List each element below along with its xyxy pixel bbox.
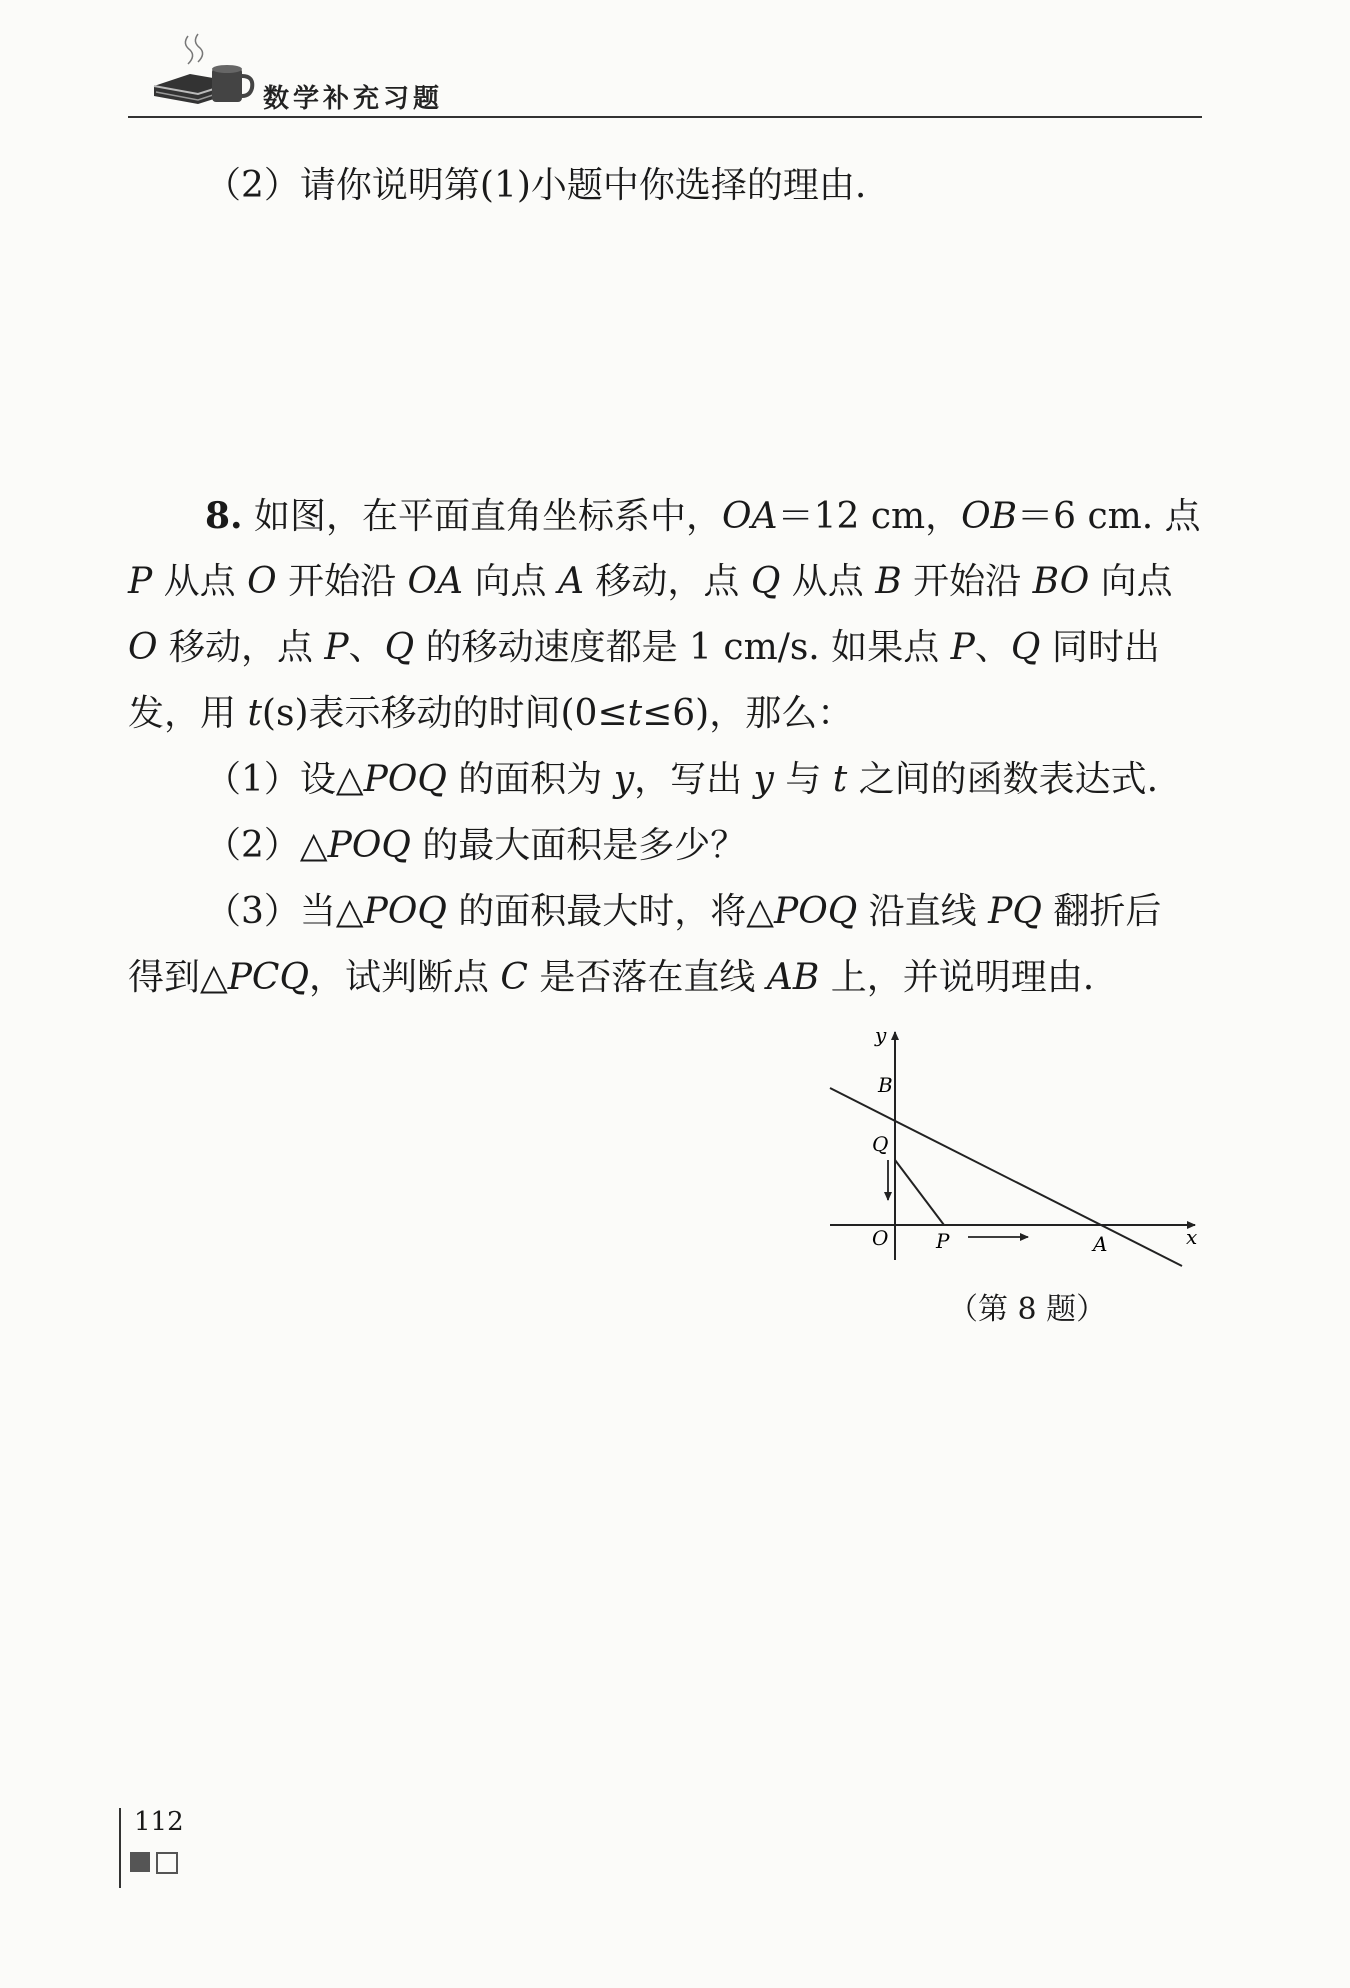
text: ，试判断点 [308,957,501,998]
math-var: OA [407,561,464,602]
math-var: PQ [988,891,1042,932]
text: 同时出 [1040,627,1160,668]
text: 沿直线 [857,891,989,932]
prev-problem-part2: （2）请你说明第(1)小题中你选择的理由. [205,165,867,206]
footer-empty-square-icon [156,1852,178,1874]
math-var: OB [961,496,1018,537]
problem-number: 8. [205,495,243,537]
problem8-line4 [128,690,853,738]
text: ≤6)，那么： [642,693,854,734]
text: 之间的函数表达式. [847,759,1159,800]
text: 向点 [1089,561,1173,602]
text: 是否落在直线 [527,957,767,998]
text: 的移动速度都是 1 cm/s. 如果点 [414,627,951,668]
math-var: POQ [363,759,447,800]
text: 开始沿 [276,561,408,602]
text: 得到△ [128,957,228,998]
math-var: P [128,561,153,602]
text: 向点 [463,561,558,602]
math-var: OA [722,496,778,537]
math-var: y [753,759,774,800]
math-var: AB [766,957,820,998]
math-var: PCQ [227,957,309,998]
label-p: P [936,1229,950,1253]
text: 的面积为 [446,759,614,800]
math-var: Q [750,561,781,602]
footer-rule [119,1808,121,1888]
label-x: x [1186,1225,1198,1249]
question-3-line2 [128,954,1094,1002]
text: 与 [773,759,833,800]
math-var: C [500,957,528,998]
problem8-line3 [128,624,1160,672]
text: 从点 [152,561,248,602]
math-var: P [324,627,349,668]
text: 从点 [780,561,876,602]
text: (s)表示移动的时间(0≤ [261,693,628,734]
math-var: t [832,759,848,800]
question-3-line1 [205,888,1161,936]
math-var: POQ [773,891,858,932]
math-var: POQ [363,891,447,932]
question-1 [205,756,1158,804]
math-var: BO [1032,561,1090,602]
header-title: 数学补充习题 [263,84,444,114]
book-and-cup-icon [150,30,270,114]
math-var: Q [1010,627,1041,668]
text: 翻折后 [1041,891,1162,932]
question-2 [205,822,746,870]
text: 发，用 [128,693,248,734]
page-header [128,28,1202,120]
math-var: P [950,627,975,668]
math-var: O [128,627,158,668]
text: 如图，在平面直角坐标系中， [242,496,723,537]
math-var: O [247,561,277,602]
text: （1）设△ [205,759,364,800]
math-var: POQ [327,825,411,866]
math-var: y [613,759,635,800]
text: 、 [348,627,385,668]
text: （2）△ [205,825,328,866]
text: 上，并说明理由. [819,957,1095,998]
text: 开始沿 [901,561,1033,602]
math-var: t [247,693,262,734]
text: ，写出 [634,759,754,800]
label-b: B [878,1073,893,1097]
label-y: y [875,1023,887,1047]
text: ＝12 cm， [777,496,962,537]
text: 移动，点 [583,561,751,602]
math-var: Q [384,627,415,668]
label-o: O [872,1226,889,1250]
footer-filled-square-icon [130,1852,150,1872]
text: 、 [974,627,1011,668]
math-var: B [875,561,902,602]
label-a: A [1093,1232,1108,1256]
text: （3）当△ [205,891,364,932]
coordinate-figure [820,1020,1210,1280]
math-var: t [627,693,643,734]
text: 移动，点 [157,627,325,668]
math-var: A [557,561,584,602]
text: ＝6 cm. 点 [1017,496,1201,537]
label-q: Q [872,1132,889,1156]
segment-pq [895,1160,944,1225]
header-rule [128,116,1202,118]
text: 的最大面积是多少？ [410,825,747,866]
problem8-line1 [205,492,1201,541]
page-number: 112 [134,1807,184,1837]
problem8-line2 [128,558,1173,606]
text: 的面积最大时，将△ [446,891,774,932]
figure-caption: （第 8 题） [948,1292,1107,1327]
